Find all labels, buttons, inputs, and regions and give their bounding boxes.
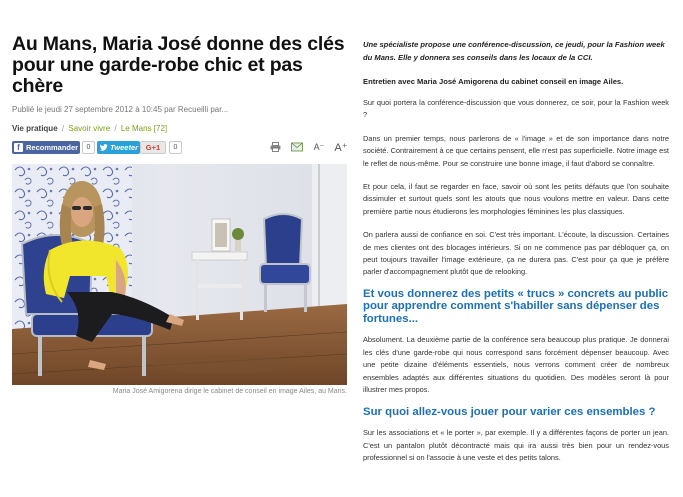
breadcrumb: Vie pratique / Savoir vivre / Le Mans [72] (12, 124, 168, 133)
title-line: Au Mans, Maria José donne des clés (12, 33, 345, 55)
article-lead (363, 38, 669, 64)
title-line: pour une garde-robe chic et pas (12, 54, 303, 76)
category-link-le-mans[interactable]: Le Mans (120, 124, 152, 133)
answer-morphologies: Et pour cela, il faut se regarder en face, savoir où sont les petits défauts que l'on souhaite dissimuler et surtout quels sont les atouts que nous voulons mettre en valeur. Dans cette première partie nous étudierons les morphologies féminines les plus classiques. (363, 182, 669, 216)
category-link-vie-pratique[interactable]: Vie pratique (12, 124, 58, 133)
facebook-recommend-button[interactable] (12, 141, 80, 154)
email-icon[interactable] (291, 141, 303, 153)
answer-associations: Sur les associations et « le porter », par exemple. Il y a différentes façons de porter un jean. C'est un pantalon plutôt décontracté mais qui ira aussi très bien pour un rendez-vous professionnel si on l'associe à une veste et des petits talons. (363, 428, 669, 463)
answer-confidence: On parlera aussi de confiance en soi. C'est très important. L'écoute, la discussion. Certaines de mes clientes ont des blocages intérieurs. Si on ne commence pas par débloquer ça, on peut toujours travailler l'image extérieure, ça ne durera pas. C'est pour ça que je préfère parler d'accompagnement plutôt que de relooking. (363, 230, 669, 277)
interview-intro: Entretien avec Maria José Amigorena du cabinet conseil en image Ailes. (363, 77, 624, 86)
article-tools (269, 141, 347, 153)
google-plus-button[interactable]: G+1 (140, 141, 166, 154)
facebook-icon: f (14, 143, 23, 152)
answer-image: Dans un premier temps, nous parlerons de « l'image » et de son importance dans notre société. Contrairement à ce que certains pensent, elle n'est pas superficielle. Notre image est le reflet de nous-même. Pour se construire une bonne image, il faut d'abord se connaître. (363, 133, 669, 168)
question-conference: Sur quoi portera la conférence-discussion que vous donnerez, ce soir, pour la Fashion week ? (363, 98, 669, 120)
subheading-vary: Sur quoi allez-vous jouer pour varier ces ensembles ? (363, 406, 656, 419)
article-meta: Publié le jeudi 27 septembre 2012 à 10:45 par Recueilli par... (12, 105, 229, 114)
facebook-label: Recommander (26, 143, 79, 152)
lead-line: Une spécialiste propose une conférence-discussion, ce jeudi, pour la Fashion week (363, 40, 665, 49)
category-link-savoir-vivre[interactable]: Savoir vivre (68, 124, 111, 133)
facebook-count: 0 (82, 141, 95, 154)
gplus-count: 0 (169, 141, 182, 154)
category-count: [72] (153, 124, 168, 133)
article-photo (12, 164, 347, 385)
article-right-column (363, 38, 669, 465)
photo-woman-in-chair (12, 164, 347, 385)
tweet-button[interactable] (97, 141, 140, 154)
lead-line: du Mans. Elle y donnera ses conseils dans les locaux de la CCI. (363, 53, 593, 62)
print-icon[interactable] (269, 141, 281, 153)
article-title (12, 34, 347, 97)
photo-caption: Maria José Amigorena dirige le cabinet de conseil en image Ailes, au Mans. (112, 388, 347, 395)
article-left-column (12, 34, 347, 395)
twitter-label: Tweeter (110, 143, 139, 152)
answer-wardrobe: Absolument. La deuxième partie de la conférence sera beaucoup plus pratique. Je donnerai les clés d'une garde-robe qui nous correspond sans forcément dépenser beaucoup. Avec une petite dizaine d'éléments essentiels, nous verrons comment créer de nombreux ensembles adaptés aux différentes situations du quotidien. Des modèles seront là pour illustrer mes propos. (363, 335, 669, 394)
title-line: chère (12, 75, 64, 97)
subheading-tricks: Et vous donnerez des petits « trucs » concrets au public pour apprendre comment s'habiller sans dépenser des fortunes... (363, 287, 669, 325)
social-toolbar (12, 141, 347, 155)
font-decrease-icon[interactable]: A⁻ (313, 141, 325, 152)
font-increase-icon[interactable]: A⁺ (334, 141, 348, 154)
twitter-bird-icon (99, 143, 108, 152)
